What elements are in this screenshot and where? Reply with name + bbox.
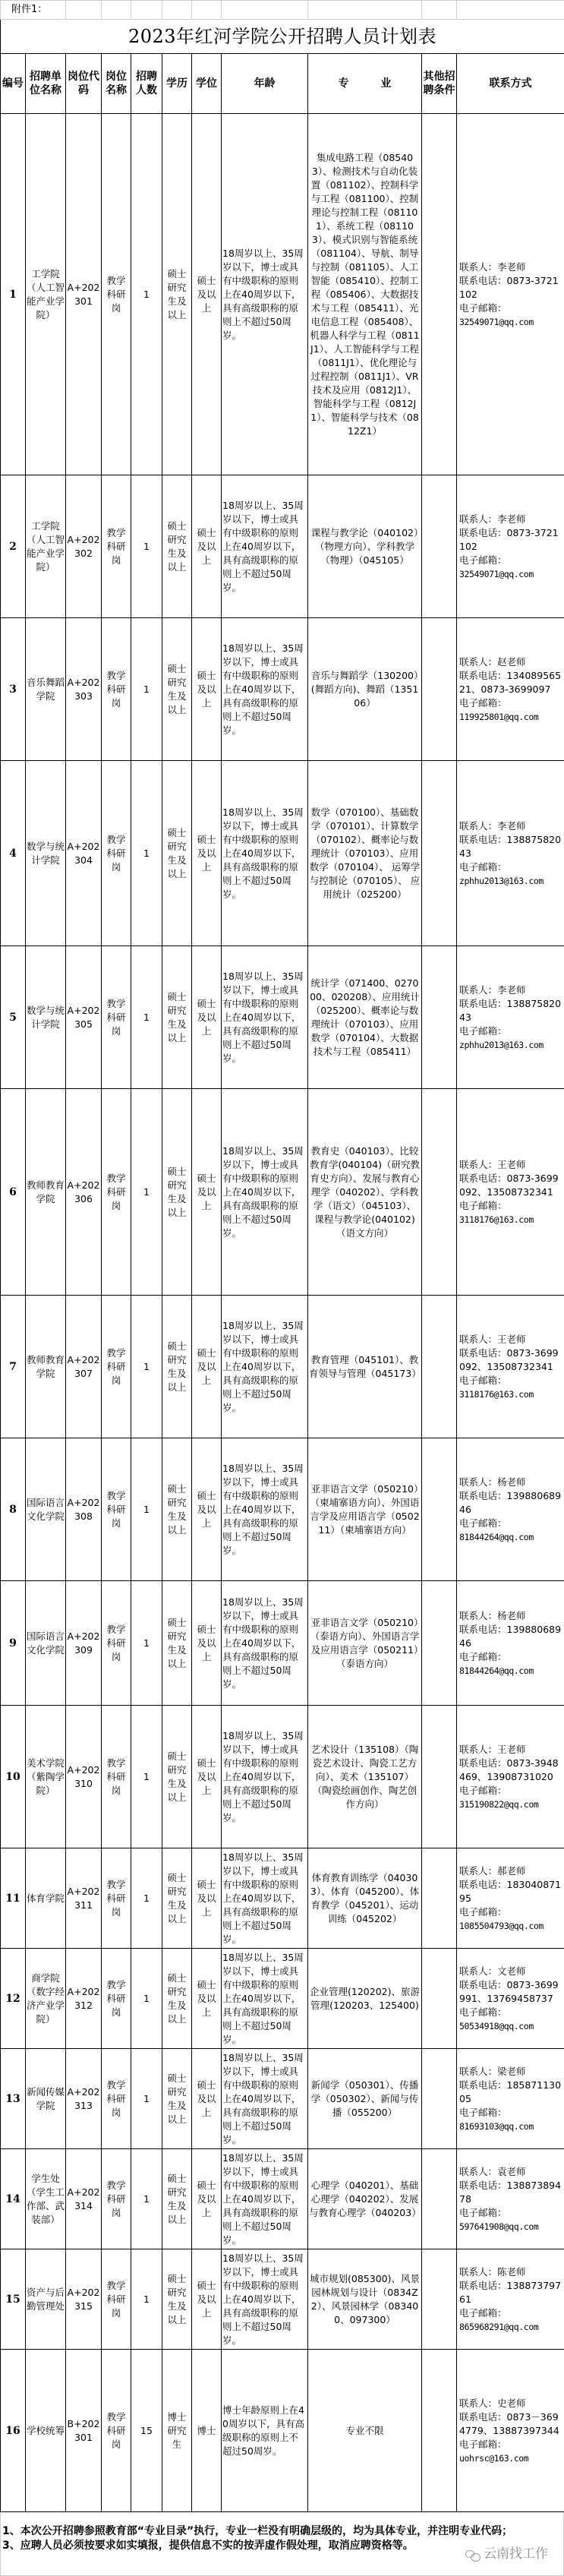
contact-info — [457, 1706, 564, 1848]
contact-info — [457, 761, 564, 946]
hire-count: 1 — [131, 761, 162, 946]
major-requirement: 专业不限 — [308, 2350, 422, 2512]
hire-count: 1 — [131, 946, 162, 1089]
age-requirement: 18周岁以上、35周岁以下，博士或具有中级职称的原则上在40周岁以下，具有高级职称的原则上不超过50周岁。 — [222, 475, 308, 618]
row-number: 16 — [1, 2350, 26, 2512]
contact-email[interactable]: 32549071@qq.com — [459, 315, 563, 329]
post-code: A+202306 — [66, 1089, 102, 1296]
table-row — [1, 114, 564, 475]
major-requirement: 艺术设计（135108）（陶瓷艺术设计、陶瓷工艺方向）、美术（135107）（陶瓷绘画创作、陶艺创作方向） — [308, 1706, 422, 1848]
post-code: A+202308 — [66, 1438, 102, 1581]
post-code: A+202309 — [66, 1581, 102, 1706]
major-requirement: 统计学（071400、027000、020208）、应用统计（025200）、概率论与数理统计（070103）、应用数学（070104）、大数据技术与工程（085411） — [308, 946, 422, 1089]
contact-email-label: 电子邮箱： — [459, 1650, 563, 1664]
education: 硕士研究生及以上 — [162, 946, 192, 1089]
major-requirement: 企业管理(120202)、旅游管理(120203、125400) — [308, 1949, 422, 2049]
post-code: A+202304 — [66, 761, 102, 946]
age-requirement: 18周岁以上、35周岁以下，博士或具有中级职称的原则上在40周岁以下，具有高级职称的原则上不超过50周岁。 — [222, 618, 308, 761]
education: 硕士研究生及以上 — [162, 2149, 192, 2249]
age-requirement: 18周岁以上、35周岁以下，博士或具有中级职称的原则上在40周岁以下，具有高级职称的原则上不超过50周岁。 — [222, 1438, 308, 1581]
contact-email-label: 电子邮箱： — [459, 1784, 563, 1798]
contact-person: 联系人：文老师 — [459, 1965, 563, 1978]
contact-person: 联系人：王老师 — [459, 1158, 563, 1172]
education: 硕士研究生及以上 — [162, 2249, 192, 2350]
row-number: 5 — [1, 946, 26, 1089]
degree: 硕士及以上 — [192, 475, 222, 618]
notes-section — [0, 2512, 564, 2576]
contact-email[interactable]: 81693103@qq.com — [459, 2120, 563, 2133]
other-conditions — [422, 1706, 457, 1848]
contact-phone: 联系电话：0873-3699092、13508732341 — [459, 1346, 563, 1374]
major-requirement: 心理学（040201）、基础心理学（040202）、发展与教育心理学（040203） — [308, 2149, 422, 2249]
contact-phone: 联系电话：13887582043 — [459, 833, 563, 860]
post-code: A+202301 — [66, 114, 102, 475]
contact-email-label: 电子邮箱： — [459, 1199, 563, 1213]
contact-email-label: 电子邮箱： — [459, 1905, 563, 1919]
degree: 硕士及以上 — [192, 114, 222, 475]
post-code: A+202302 — [66, 475, 102, 618]
contact-phone: 联系电话：13887389478 — [459, 2179, 563, 2206]
post-name: 教学科研岗 — [102, 1949, 131, 2049]
row-number: 14 — [1, 2149, 26, 2249]
post-name: 教学科研岗 — [102, 761, 131, 946]
post-name: 教学科研岗 — [102, 1848, 131, 1949]
note-1: 1、本次公开招聘参照教育部“专业目录”执行，专业一栏没有明确层级的，均为具体专业，并注明专业代码； — [2, 2524, 562, 2539]
post-code: A+202314 — [66, 2149, 102, 2249]
contact-email[interactable]: 32549071@qq.com — [459, 567, 563, 581]
age-requirement: 18周岁以上、35周岁以下，博士或具有中级职称的原则上在40周岁以下，具有高级职称的原则上不超过50周岁。 — [222, 1706, 308, 1848]
degree: 硕士及以上 — [192, 1296, 222, 1438]
table-row — [1, 1949, 564, 2049]
contact-email[interactable]: uohrsc@163.com — [459, 2451, 563, 2465]
table-row — [1, 946, 564, 1089]
education: 硕士研究生及以上 — [162, 761, 192, 946]
watermark — [465, 2547, 548, 2562]
attachment-label: 附件1： — [1, 1, 66, 20]
contact-person: 联系人：梁老师 — [459, 2065, 563, 2079]
age-requirement: 18周岁以上、35周岁以下，博士或具有中级职称的原则上在40周岁以下，具有高级职称的原则上不超过50周岁。 — [222, 1581, 308, 1706]
unit-name: 新闻传媒学院 — [26, 2049, 66, 2149]
post-code: A+202305 — [66, 946, 102, 1089]
post-name: 教学科研岗 — [102, 1581, 131, 1706]
major-requirement: 集成电路工程（085403）、检测技术与自动化装置（081102）、控制科学与工程（081100）、控制理论与控制工程（081101）、系统工程（081103）、模式识别与智能系统（081104）、导航、制导与控制（081105）、人工智能（085410）、控制工程（085406）、大数据技术与工程（085411）、光电信息工程（085408）、机器人科学与工程（0811J1）、人工智能科学与工程（0811J1）、优化理论与过程控制（0811J1）、VR技术及应用（0812J1）、智能科学与工程（0812J1）、智能科学与技术（0812Z1） — [308, 114, 422, 475]
contact-email-label: 电子邮箱： — [459, 1024, 563, 1038]
contact-info — [457, 2350, 564, 2512]
hire-count: 1 — [131, 1089, 162, 1296]
row-number: 3 — [1, 618, 26, 761]
other-conditions — [422, 475, 457, 618]
row-number: 2 — [1, 475, 26, 618]
degree: 硕士及以上 — [192, 761, 222, 946]
age-requirement: 18周岁以上、35周岁以下，博士或具有中级职称的原则上在40周岁以下，具有高级职称的原则上不超过50周岁。 — [222, 114, 308, 475]
unit-name: 美术学院（紫陶学院） — [26, 1706, 66, 1848]
education: 硕士研究生及以上 — [162, 114, 192, 475]
post-name: 教学科研岗 — [102, 2049, 131, 2149]
major-requirement: 数学（070100）、基础数学（070101）、计算数学（070102）、概率论与数理统计（070103）、应用数学（070104）、 运筹学与控制论（070105）、 应用统计（025200） — [308, 761, 422, 946]
contact-email-label: 电子邮箱： — [459, 301, 563, 315]
contact-email[interactable]: 1085504793@qq.com — [459, 1919, 563, 1933]
row-number: 8 — [1, 1438, 26, 1581]
contact-phone: 联系电话：0873-3721102 — [459, 526, 563, 554]
education: 硕士研究生及以上 — [162, 1089, 192, 1296]
post-name: 教学科研岗 — [102, 2149, 131, 2249]
table-row — [1, 1089, 564, 1296]
unit-name: 数学与统计学院 — [26, 761, 66, 946]
contact-email[interactable]: 81844264@qq.com — [459, 1530, 563, 1544]
contact-info — [457, 1438, 564, 1581]
contact-phone: 联系电话：13887379761 — [459, 2279, 563, 2306]
contact-person: 联系人：杨老师 — [459, 1476, 563, 1489]
contact-phone: 联系电话：0873-3699991、13769458737 — [459, 1978, 563, 2006]
education: 博士研究生 — [162, 2350, 192, 2512]
contact-person: 联系人：陈老师 — [459, 2265, 563, 2279]
other-conditions — [422, 2149, 457, 2249]
contact-info — [457, 1949, 564, 2049]
table-row — [1, 1706, 564, 1848]
education: 硕士研究生及以上 — [162, 1949, 192, 2049]
post-name: 教学科研岗 — [102, 1089, 131, 1296]
contact-phone: 联系电话：0873-3699092、13508732341 — [459, 1172, 563, 1199]
contact-phone: 联系电话：0873-3948469、13908731020 — [459, 1757, 563, 1784]
wechat-icon — [465, 2549, 481, 2561]
major-requirement: 亚非语言文学（050210）（泰语方向）、外国语言学及应用语言学（050211）（泰语方向） — [308, 1581, 422, 1706]
unit-name: 工学院（人工智能产业学院） — [26, 114, 66, 475]
major-requirement: 新闻学（050301）、传播学（050302）、新闻与传播（055200） — [308, 2049, 422, 2149]
contact-info — [457, 2249, 564, 2350]
education: 硕士研究生及以上 — [162, 1848, 192, 1949]
table-row — [1, 2149, 564, 2249]
major-requirement: 城市规划(085300)、风景园林规划与设计（0834Z2）、风景园林学（083400、097300） — [308, 2249, 422, 2350]
contact-email-label: 电子邮箱： — [459, 2306, 563, 2320]
hire-count: 1 — [131, 2249, 162, 2350]
major-requirement: 音乐与舞蹈学（130200）(舞蹈方向)、舞蹈（135106） — [308, 618, 422, 761]
table-row — [1, 1848, 564, 1949]
major-requirement: 亚非语言文学（050210）（柬埔寨语方向）、外国语言学及应用语言学（050211）（柬埔寨语方向） — [308, 1438, 422, 1581]
note-3: 3、应聘人员必须按要求如实填报，提供信息不实的按弄虚作假处理，取消应聘资格等。 — [2, 2539, 562, 2553]
other-conditions — [422, 618, 457, 761]
unit-name: 教师教育学院 — [26, 1089, 66, 1296]
row-number: 9 — [1, 1581, 26, 1706]
unit-name: 学生处（学生工作部、武装部） — [26, 2149, 66, 2249]
degree: 硕士及以上 — [192, 946, 222, 1089]
header-unit: 招聘单位名称 — [26, 54, 66, 114]
contact-email-label: 电子邮箱： — [459, 860, 563, 874]
contact-person: 联系人：王老师 — [459, 1743, 563, 1757]
contact-phone: 联系电话：18587113005 — [459, 2079, 563, 2106]
hire-count: 1 — [131, 2149, 162, 2249]
row-number: 12 — [1, 1949, 26, 2049]
contact-email[interactable]: 81844264@qq.com — [459, 1664, 563, 1678]
table-row — [1, 2350, 564, 2512]
unit-name: 教师教育学院 — [26, 1296, 66, 1438]
other-conditions — [422, 761, 457, 946]
age-requirement: 18周岁以上、35周岁以下，博士或具有中级职称的原则上在40周岁以下，具有高级职称的原则上不超过50周岁。 — [222, 761, 308, 946]
contact-phone: 联系电话：0873-3721102 — [459, 274, 563, 301]
header-degree: 学位 — [192, 54, 222, 114]
unit-name: 数学与统计学院 — [26, 946, 66, 1089]
contact-email[interactable]: 865968291@qq.com — [459, 2320, 563, 2334]
header-other: 其他招聘条件 — [422, 54, 457, 114]
education: 硕士研究生及以上 — [162, 618, 192, 761]
contact-info — [457, 1848, 564, 1949]
contact-person: 联系人：李老师 — [459, 983, 563, 997]
degree: 硕士及以上 — [192, 618, 222, 761]
contact-person: 联系人：李老师 — [459, 819, 563, 833]
post-name: 教学科研岗 — [102, 1296, 131, 1438]
post-name: 教学科研岗 — [102, 114, 131, 475]
unit-name: 音乐舞蹈学院 — [26, 618, 66, 761]
contact-email[interactable]: 597641908@qq.com — [459, 2220, 563, 2233]
contact-person: 联系人：王老师 — [459, 1333, 563, 1346]
major-requirement: 教育史（040103）、比较教育学(040104)（研究教育史方向）、发展与教育心理学（040202）、学科教学（语文）（045103）、课程与教学论(040102)（语文方向） — [308, 1089, 422, 1296]
row-number: 6 — [1, 1089, 26, 1296]
other-conditions — [422, 1296, 457, 1438]
header-code: 岗位代码 — [66, 54, 102, 114]
degree: 硕士及以上 — [192, 2149, 222, 2249]
header-post: 岗位名称 — [102, 54, 131, 114]
contact-info — [457, 1296, 564, 1438]
contact-email-label: 电子邮箱： — [459, 554, 563, 567]
title-row — [1, 20, 564, 54]
contact-email-label: 电子邮箱： — [459, 1517, 563, 1530]
hire-count: 1 — [131, 1296, 162, 1438]
contact-email-label: 电子邮箱： — [459, 2206, 563, 2220]
table-row — [1, 2049, 564, 2149]
row-number: 15 — [1, 2249, 26, 2350]
major-requirement: 体育教育训练学（040303）、体育（045200）、体育教学（045201）、运动训练（045202） — [308, 1848, 422, 1949]
contact-info — [457, 618, 564, 761]
age-requirement: 18周岁以上、35周岁以下，博士或具有中级职称的原则上在40周岁以下，具有高级职称的原则上不超过50周岁。 — [222, 946, 308, 1089]
unit-name: 体育学院 — [26, 1848, 66, 1949]
contact-phone: 联系电话：13988068946 — [459, 1489, 563, 1517]
hire-count: 1 — [131, 1581, 162, 1706]
hire-count: 15 — [131, 2350, 162, 2512]
contact-email[interactable]: 119925801@qq.com — [459, 710, 563, 724]
other-conditions — [422, 1089, 457, 1296]
unit-name: 学校统筹 — [26, 2350, 66, 2512]
other-conditions — [422, 2049, 457, 2149]
contact-email[interactable]: 3118176@163.com — [459, 1213, 563, 1226]
header-row — [1, 54, 564, 114]
other-conditions — [422, 1438, 457, 1581]
post-name: 教学科研岗 — [102, 1438, 131, 1581]
contact-phone: 联系电话：13887582043 — [459, 997, 563, 1024]
other-conditions — [422, 114, 457, 475]
table-row — [1, 1438, 564, 1581]
header-no: 编号 — [1, 54, 26, 114]
hire-count: 1 — [131, 1949, 162, 2049]
age-requirement: 18周岁以上、35周岁以下，博士或具有中级职称的原则上在40周岁以下，具有高级职称的原则上不超过50周岁。 — [222, 1089, 308, 1296]
post-code: A+202312 — [66, 1949, 102, 2049]
row-number: 1 — [1, 114, 26, 475]
degree: 硕士及以上 — [192, 1706, 222, 1848]
unit-name: 商学院（数字经济产业学院） — [26, 1949, 66, 2049]
contact-person: 联系人：杨老师 — [459, 1609, 563, 1623]
post-code: A+202315 — [66, 2249, 102, 2350]
degree: 硕士及以上 — [192, 1949, 222, 2049]
degree: 硕士及以上 — [192, 1089, 222, 1296]
table-row — [1, 475, 564, 618]
contact-email[interactable]: zphhu2013@163.com — [459, 874, 563, 888]
other-conditions — [422, 2249, 457, 2350]
row-number: 4 — [1, 761, 26, 946]
contact-info — [457, 114, 564, 475]
contact-email[interactable]: 3118176@163.com — [459, 1387, 563, 1401]
contact-email-label: 电子邮箱： — [459, 2438, 563, 2451]
major-requirement: 教育管理（045101）、教育领导与管理（045173） — [308, 1296, 422, 1438]
post-code: A+202303 — [66, 618, 102, 761]
degree: 硕士及以上 — [192, 1581, 222, 1706]
contact-person: 联系人：李老师 — [459, 513, 563, 526]
post-code: A+202313 — [66, 2049, 102, 2149]
table-row — [1, 761, 564, 946]
post-code: A+202311 — [66, 1848, 102, 1949]
row-number: 7 — [1, 1296, 26, 1438]
degree: 博士 — [192, 2350, 222, 2512]
post-name: 教学科研岗 — [102, 1706, 131, 1848]
header-age: 年龄 — [222, 54, 308, 114]
post-name: 教学科研岗 — [102, 946, 131, 1089]
other-conditions — [422, 1581, 457, 1706]
unit-name: 工学院（人工智能产业学院） — [26, 475, 66, 618]
hire-count: 1 — [131, 1848, 162, 1949]
unit-name: 资产与后勤管理处 — [26, 2249, 66, 2350]
contact-phone: 联系电话：13408956521、0873-3699097 — [459, 669, 563, 696]
age-requirement: 18周岁以上、35周岁以下，博士或具有中级职称的原则上在40周岁以下，具有高级职称的原则上不超过50周岁。 — [222, 2049, 308, 2149]
contact-person: 联系人：李老师 — [459, 260, 563, 274]
age-requirement: 18周岁以上、35周岁以下，博士或具有中级职称的原则上在40周岁以下，具有高级职称的原则上不超过50周岁。 — [222, 1949, 308, 2049]
table-row — [1, 1581, 564, 1706]
hire-count: 1 — [131, 475, 162, 618]
contact-email-label: 电子邮箱： — [459, 2106, 563, 2120]
unit-name: 国际语言文化学院 — [26, 1438, 66, 1581]
table-row — [1, 618, 564, 761]
post-code: A+202310 — [66, 1706, 102, 1848]
education: 硕士研究生及以上 — [162, 1296, 192, 1438]
contact-phone: 联系电话：18304087195 — [459, 1878, 563, 1905]
page-title: 2023年红河学院公开招聘人员计划表 — [1, 20, 564, 54]
other-conditions — [422, 946, 457, 1089]
hire-count: 1 — [131, 1438, 162, 1581]
contact-email[interactable]: 315190822@qq.com — [459, 1798, 563, 1811]
major-requirement: 课程与教学论（040102）（物理方向）、学科教学（物理）（045105） — [308, 475, 422, 618]
degree: 硕士及以上 — [192, 2249, 222, 2350]
degree: 硕士及以上 — [192, 2049, 222, 2149]
education: 硕士研究生及以上 — [162, 1581, 192, 1706]
education: 硕士研究生及以上 — [162, 475, 192, 618]
age-requirement: 18周岁以上、35周岁以下，博士或具有中级职称的原则上在40周岁以下，具有高级职称的原则上不超过50周岁。 — [222, 2249, 308, 2350]
age-requirement: 18周岁以上、35周岁以下，博士或具有中级职称的原则上在40周岁以下，具有高级职称的原则上不超过50周岁。 — [222, 1296, 308, 1438]
post-name: 教学科研岗 — [102, 618, 131, 761]
watermark-text: 云南找工作 — [484, 2547, 548, 2562]
age-requirement: 博士年龄原则上在40周岁以下，具有高级职称的原则上不超过50周岁。 — [222, 2350, 308, 2512]
post-name: 教学科研岗 — [102, 2350, 131, 2512]
post-code: B+202301 — [66, 2350, 102, 2512]
degree: 硕士及以上 — [192, 1438, 222, 1581]
age-requirement: 18周岁以上、35周岁以下，博士或具有中级职称的原则上在40周岁以下，具有高级职称的原则上不超过50周岁。 — [222, 1848, 308, 1949]
contact-info — [457, 1581, 564, 1706]
education: 硕士研究生及以上 — [162, 1706, 192, 1848]
row-number: 11 — [1, 1848, 26, 1949]
table-row — [1, 1296, 564, 1438]
table-row — [1, 2249, 564, 2350]
header-education: 学历 — [162, 54, 192, 114]
hire-count: 1 — [131, 2049, 162, 2149]
contact-phone: 联系电话：0873－3694779、13887397344 — [459, 2410, 563, 2438]
header-count: 招聘人数 — [131, 54, 162, 114]
contact-info — [457, 475, 564, 618]
contact-info — [457, 2049, 564, 2149]
contact-email[interactable]: 50534918@qq.com — [459, 2019, 563, 2033]
education: 硕士研究生及以上 — [162, 1438, 192, 1581]
row-number: 13 — [1, 2049, 26, 2149]
header-major: 专 业 — [308, 54, 422, 114]
hire-count: 1 — [131, 618, 162, 761]
contact-email[interactable]: zphhu2013@163.com — [459, 1038, 563, 1052]
post-name: 教学科研岗 — [102, 2249, 131, 2350]
attachment-row — [1, 1, 564, 20]
post-name: 教学科研岗 — [102, 475, 131, 618]
contact-person: 联系人：袁老师 — [459, 2165, 563, 2179]
hire-count: 1 — [131, 114, 162, 475]
unit-name: 国际语言文化学院 — [26, 1581, 66, 1706]
education: 硕士研究生及以上 — [162, 2049, 192, 2149]
degree: 硕士及以上 — [192, 1848, 222, 1949]
contact-info — [457, 946, 564, 1089]
contact-info — [457, 2149, 564, 2249]
other-conditions — [422, 1848, 457, 1949]
header-contact: 联系方式 — [457, 54, 564, 114]
contact-email-label: 电子邮箱： — [459, 696, 563, 710]
hire-count: 1 — [131, 1706, 162, 1848]
contact-person: 联系人：赵老师 — [459, 655, 563, 669]
contact-phone: 联系电话：13988068946 — [459, 1623, 563, 1650]
age-requirement: 18周岁以上、35周岁以下，博士或具有中级职称的原则上在40周岁以下，具有高级职称的原则上不超过50周岁。 — [222, 2149, 308, 2249]
other-conditions — [422, 2350, 457, 2512]
contact-email-label: 电子邮箱： — [459, 1374, 563, 1387]
other-conditions — [422, 1949, 457, 2049]
contact-email-label: 电子邮箱： — [459, 2006, 563, 2019]
contact-info — [457, 1089, 564, 1296]
contact-person: 联系人：郝老师 — [459, 1864, 563, 1878]
row-number: 10 — [1, 1706, 26, 1848]
post-code: A+202307 — [66, 1296, 102, 1438]
contact-person: 联系人：史老师 — [459, 2397, 563, 2410]
